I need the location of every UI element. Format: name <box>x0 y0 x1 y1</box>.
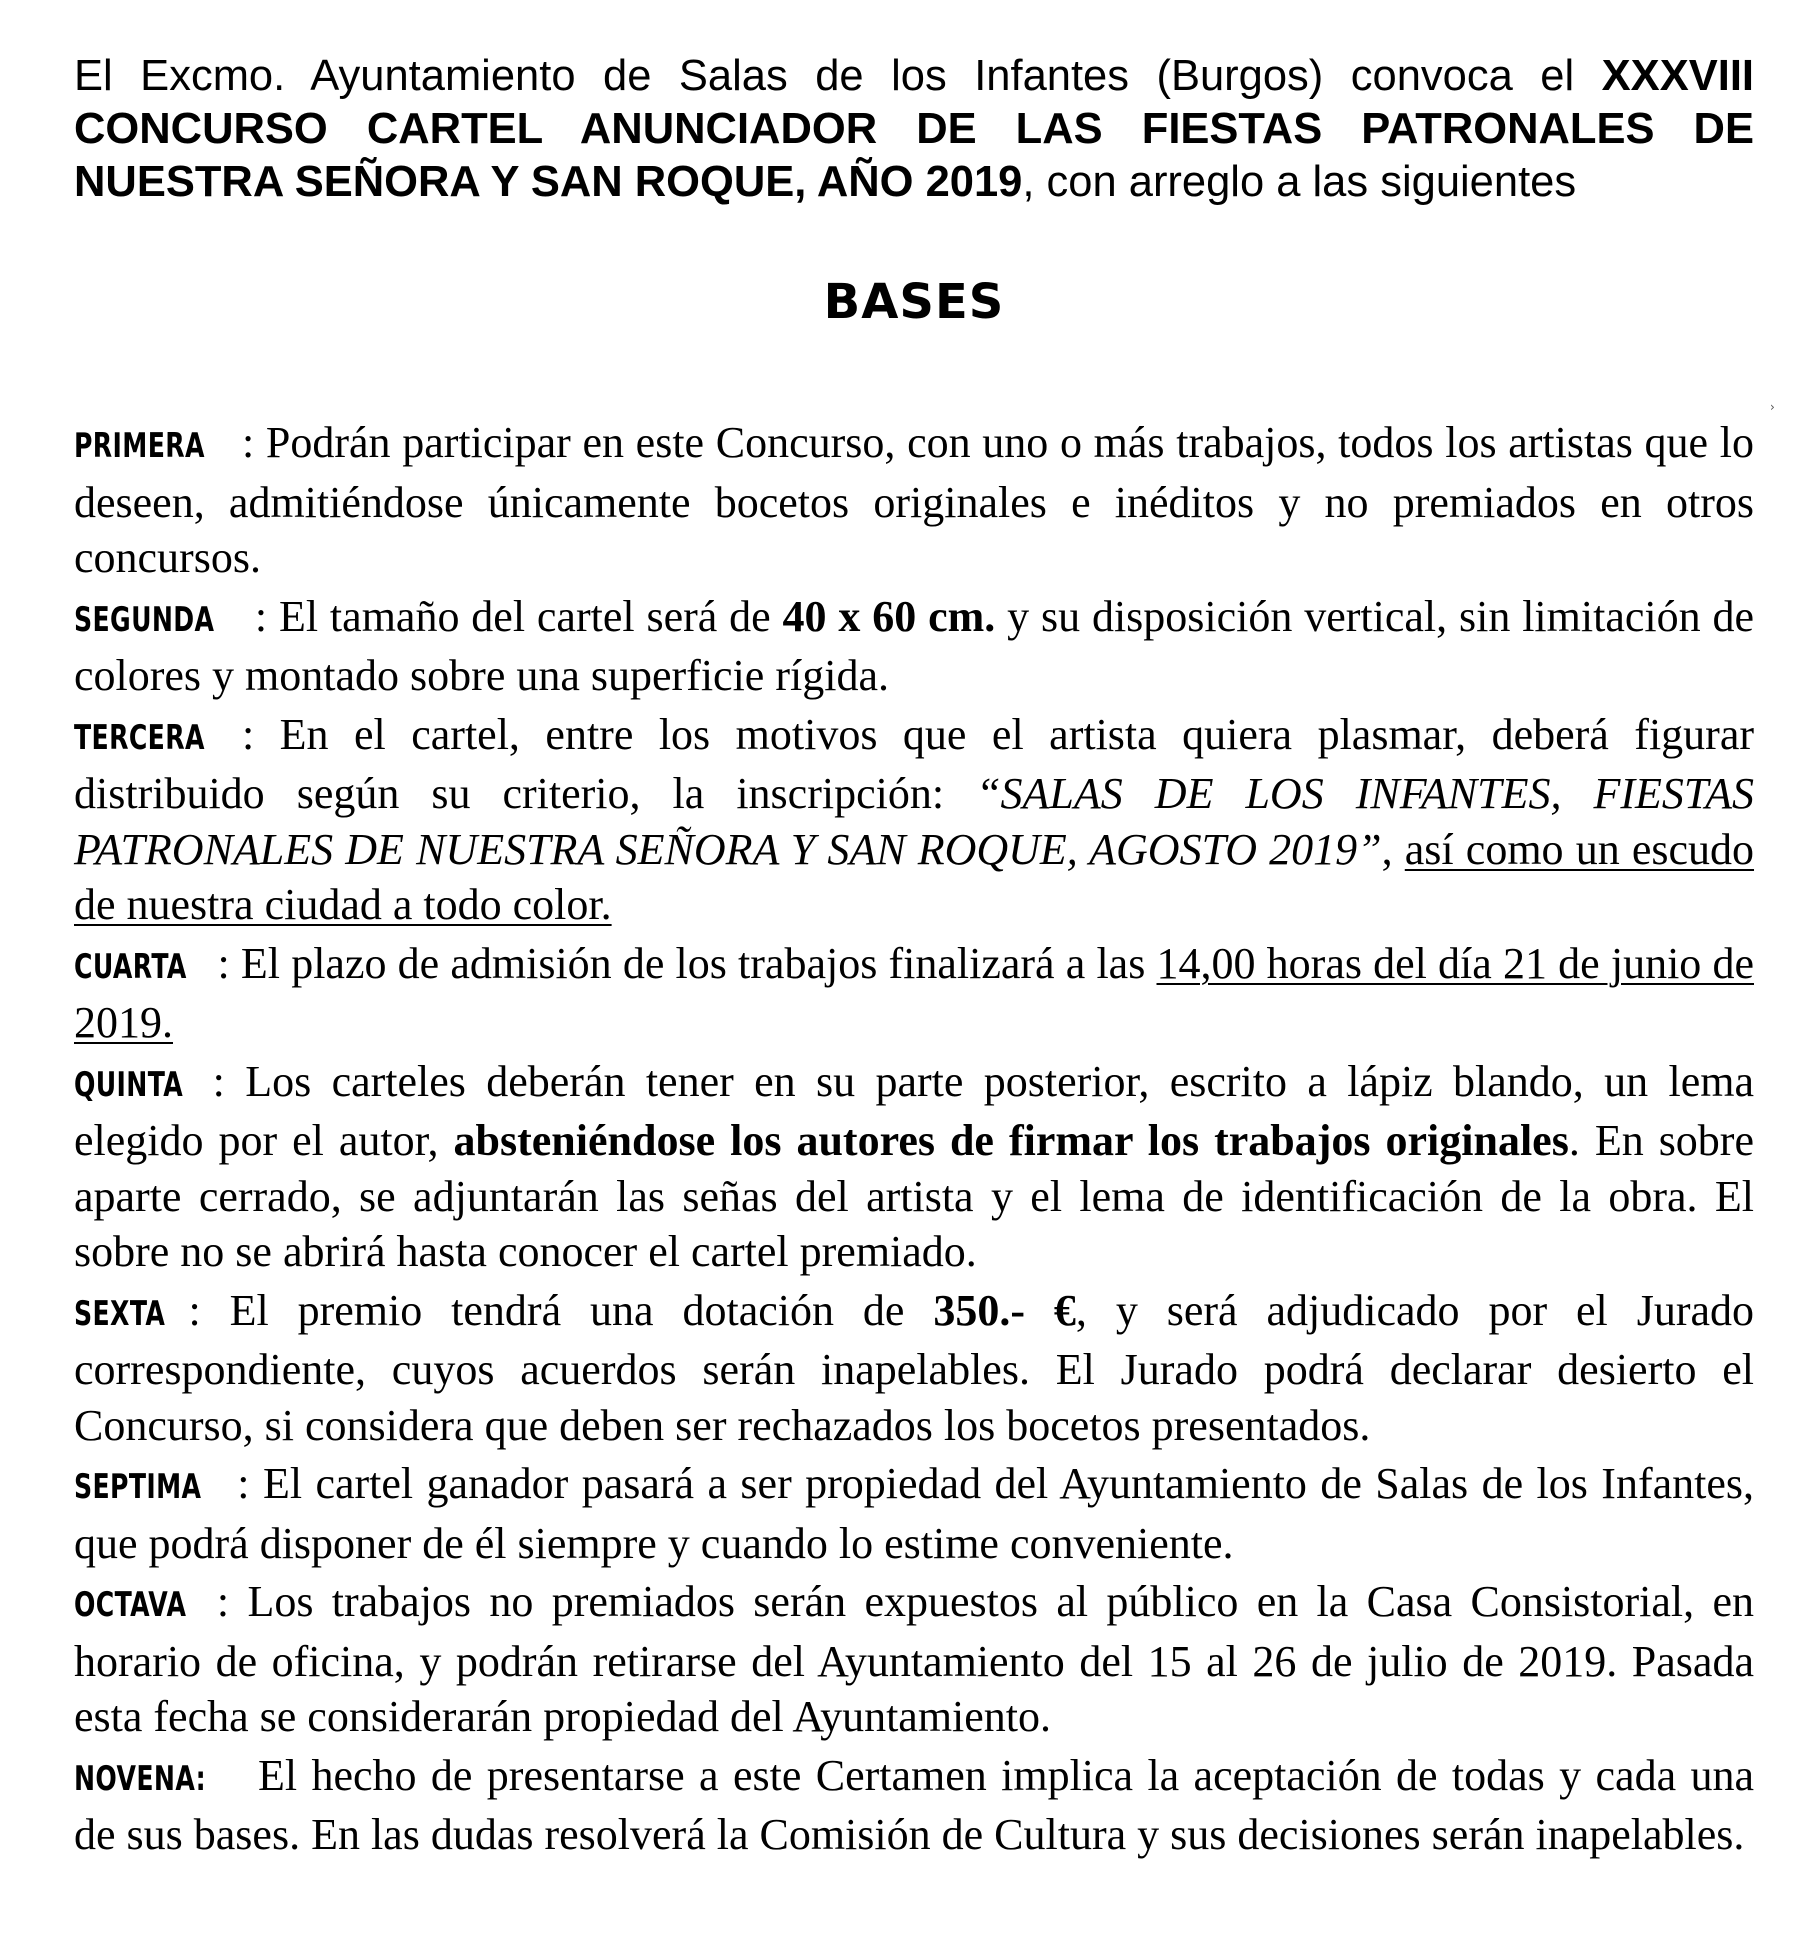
clause-novena <box>74 1748 1754 1863</box>
stray-mark: › <box>1770 400 1775 414</box>
clause-text-sexta-rest: , y será adjudicado por el Jurado correspondiente, cuyos acuerdos serán inapelables. El Jurado podrá declarar desierto el Concurso, si considera que deben ser rechazados los bocetos presentados. <box>74 1285 1754 1450</box>
clause-label-septima: SEPTIMA <box>74 1467 202 1507</box>
bases-title: BASES <box>823 274 1005 330</box>
clause-size-value: 40 x 60 cm. <box>782 591 996 641</box>
document-page <box>74 50 1754 1866</box>
clause-text-segunda-rest: y su disposición vertical, sin limitación de colores y montado sobre una superficie rígida. <box>74 591 1754 700</box>
clause-deadline: 14,00 horas del día 21 de junio de 2019. <box>74 938 1754 1047</box>
clause-no-signature-rule: absteniéndose los autores de firmar los trabajos originales <box>453 1116 1569 1165</box>
clause-inscription: “SALAS DE LOS INFANTES, FIESTAS PATRONALES DE NUESTRA SEÑORA Y SAN ROQUE, AGOSTO 2019” <box>74 769 1754 874</box>
intro-paragraph <box>74 50 1754 209</box>
bases-list <box>74 415 1754 1863</box>
clause-text-quinta-rest: . En sobre aparte cerrado, se adjuntarán las señas del artista y el lema de identificación de la obra. El sobre no se abrirá hasta conocer el cartel premiado. <box>74 1116 1754 1276</box>
clause-text-quinta: : Los carteles deberán tener en su parte posterior, escrito a lápiz blando, un lema elegido por el autor, <box>74 1056 1754 1165</box>
clause-label-primera: PRIMERA <box>74 426 205 466</box>
clause-coat-of-arms-note: así como un escudo de nuestra ciudad a todo color. <box>74 824 1755 929</box>
clause-text-primera: : Podrán participar en este Concurso, con uno o más trabajos, todos los artistas que lo deseen, admitiéndose únicamente bocetos originales e inéditos y no premiados en otros concursos. <box>74 418 1754 582</box>
intro-contest-title: XXXVIII CONCURSO CARTEL ANUNCIADOR DE LAS FIESTAS PATRONALES DE NUESTRA SEÑORA Y SAN ROQUE, AÑO 2019 <box>74 52 1754 206</box>
clause-text-septima: : El cartel ganador pasará a ser propiedad del Ayuntamiento de Salas de los Infantes, que podrá disponer de él siempre y cuando lo estime conveniente. <box>74 1459 1754 1568</box>
clause-label-novena: NOVENA: <box>74 1758 207 1799</box>
clause-text-segunda: : El tamaño del cartel será de <box>254 591 783 641</box>
clause-text-novena: El hecho de presentarse a este Certamen implica la aceptación de todas y cada una de sus bases. En las dudas resolverá la Comisión de Cultura y sus decisiones serán inapelables. <box>74 1750 1754 1859</box>
clause-text-cuarta: : El plazo de admisión de los trabajos finalizará a las <box>217 938 1157 988</box>
clause-text-tercera-comma: , <box>1381 824 1405 874</box>
clause-label-quinta: QUINTA <box>74 1064 184 1105</box>
clause-label-sexta: SEXTA <box>74 1293 166 1334</box>
clause-octava <box>74 1574 1754 1745</box>
clause-segunda <box>74 589 1754 704</box>
clause-sexta <box>74 1283 1754 1454</box>
clause-text-octava: : Los trabajos no premiados serán expuestos al público en la Casa Consistorial, en horario de oficina, y podrán retirarse del Ayuntamiento del 15 al 26 de julio de 2019. Pasada esta fecha se considerarán propiedad del Ayuntamiento. <box>74 1577 1754 1741</box>
clause-label-octava: OCTAVA <box>74 1585 187 1625</box>
intro-text-after: , con arreglo a las siguientes <box>1022 158 1577 206</box>
clause-label-segunda: SEGUNDA <box>74 599 215 640</box>
clause-septima <box>74 1456 1754 1571</box>
clause-tercera <box>74 707 1754 933</box>
clause-text-tercera: : En el cartel, entre los motivos que el artista quiera plasmar, deberá figurar distribuido según su criterio, la inscripción: <box>74 709 1754 818</box>
clause-cuarta <box>74 936 1754 1051</box>
clause-prize-amount: 350.- € <box>933 1285 1076 1335</box>
clause-primera <box>74 415 1754 586</box>
intro-text-before: El Excmo. Ayuntamiento de Salas de los Infantes (Burgos) convoca el <box>74 52 1602 100</box>
clause-label-cuarta: CUARTA <box>74 946 187 987</box>
clause-label-tercera: TERCERA <box>74 717 205 758</box>
clause-quinta <box>74 1054 1754 1280</box>
clause-text-sexta: : El premio tendrá una dotación de <box>188 1285 934 1335</box>
